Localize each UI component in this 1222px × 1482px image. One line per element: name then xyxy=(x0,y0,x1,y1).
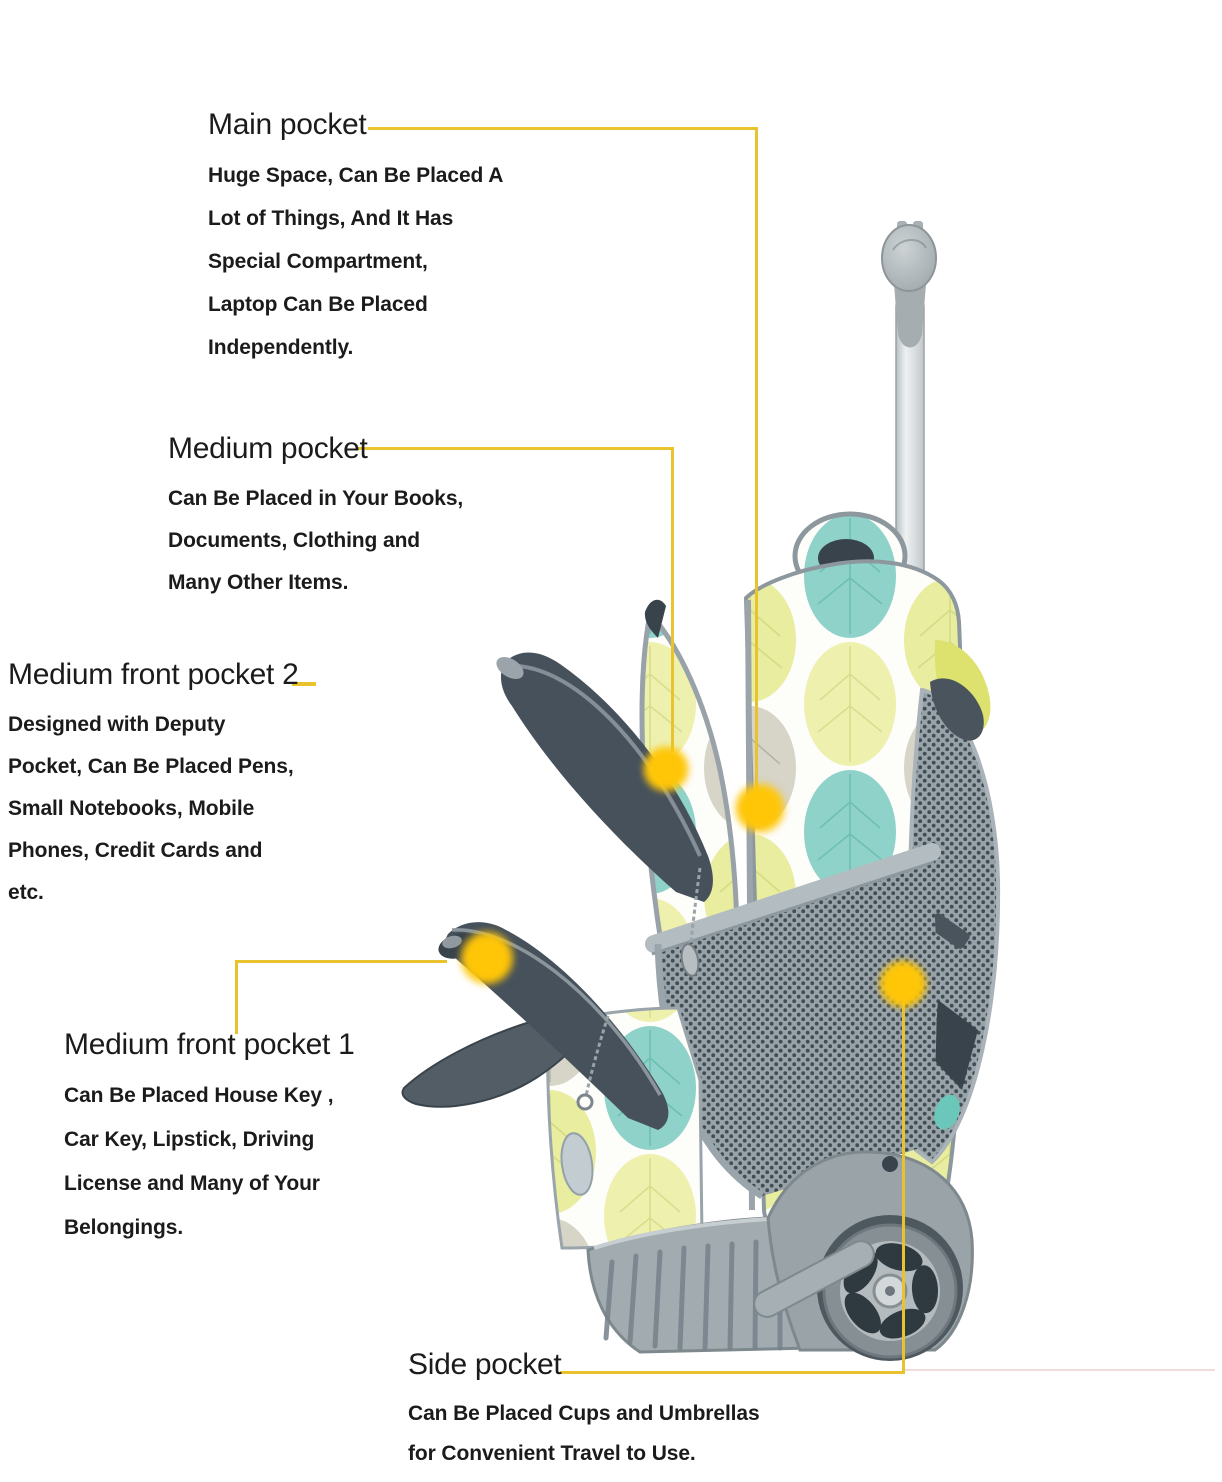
callout-medium-pocket xyxy=(168,432,463,604)
side-pocket-heading: Side pocket xyxy=(408,1348,562,1381)
handle-grip-knob xyxy=(882,225,936,291)
medium-front-pocket-1-description: Can Be Placed House Key , Car Key, Lipstick, Driving License and Many of Your Belongings. xyxy=(64,1084,334,1239)
baseline-shadow xyxy=(905,1369,1215,1371)
medium-front-pocket-2-description: Designed with Deputy Pocket, Can Be Placed Pens, Small Notebooks, Mobile Phones, Credit Cards and etc. xyxy=(8,713,294,904)
medium-front-pocket-1-dot xyxy=(458,929,516,987)
medium-front-pocket-1-heading: Medium front pocket 1 xyxy=(64,1028,355,1061)
callout-medium-front-pocket-2 xyxy=(8,658,299,914)
side-pocket-description: Can Be Placed Cups and Umbrellas for Convenient Travel to Use. xyxy=(408,1402,760,1465)
medium-front-pocket-1-line-v xyxy=(235,960,238,1034)
side-pocket-dot xyxy=(877,958,929,1010)
medium-pocket-line-v xyxy=(671,447,674,752)
callout-medium-front-pocket-1 xyxy=(64,1028,355,1250)
callout-main-pocket xyxy=(208,108,503,369)
main-pocket-line-v xyxy=(755,127,758,795)
medium-pocket-dot xyxy=(641,744,691,794)
medium-pocket-heading: Medium pocket xyxy=(168,432,368,465)
main-pocket-description: Huge Space, Can Be Placed A Lot of Things, And It Has Special Compartment, Laptop Can Be Placed Independently. xyxy=(208,164,504,359)
callout-side-pocket xyxy=(408,1348,760,1474)
main-pocket-heading: Main pocket xyxy=(208,108,367,141)
medium-front-pocket-2-heading: Medium front pocket 2 xyxy=(8,658,299,691)
medium-front-pocket-1-line-h xyxy=(235,960,447,963)
main-pocket-dot xyxy=(733,781,787,835)
medium-pocket-description: Can Be Placed in Your Books, Documents, Clothing and Many Other Items. xyxy=(168,487,464,594)
side-pocket-line-v xyxy=(902,1000,905,1374)
